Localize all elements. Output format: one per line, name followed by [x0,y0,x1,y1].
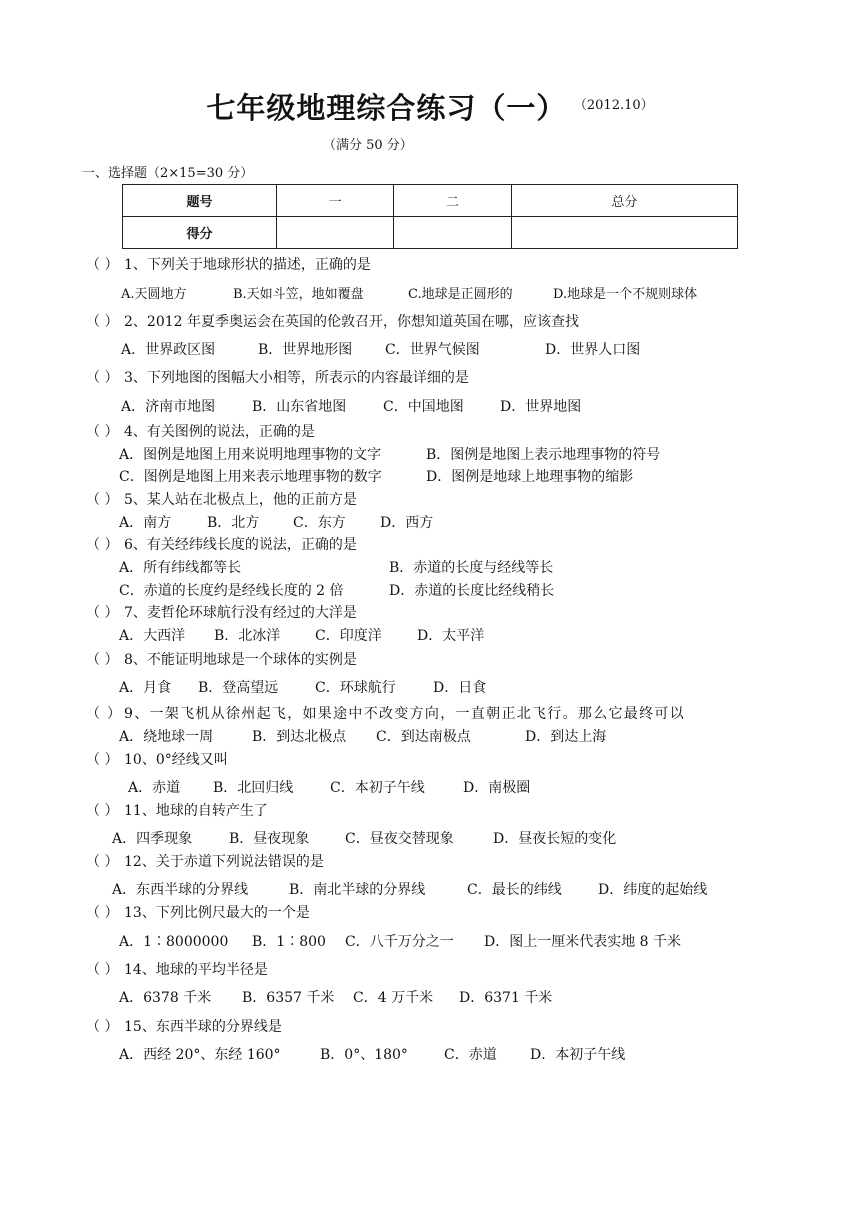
option-c: C．到达南极点 [376,729,471,745]
option-a: A．所有纬线都等长 [119,560,242,576]
question-stem: 3、下列地图的图幅大小相等，所表示的内容最详细的是 [124,370,469,386]
answer-blank[interactable]: （ ） [86,314,119,330]
question-9 [86,703,685,723]
option-a: A．6378 千米 [119,990,212,1006]
full-score-note: （满分 50 分） [323,138,413,153]
answer-blank[interactable]: （ ） [86,706,123,722]
question-15 [86,1016,282,1036]
option-a: A．世界政区图 [121,342,216,358]
option-b: B．北冰洋 [214,628,281,644]
question-12 [86,851,324,871]
question-stem: 11、地球的自转产生了 [124,803,268,819]
option-d: D．世界人口图 [545,342,641,358]
option-d: D．日食 [433,680,487,696]
option-a: A．月食 [119,680,172,696]
option-a: A．西经 20°、东经 160° [119,1047,281,1063]
option-c: C．赤道的长度约是经线长度的 2 倍 [119,583,344,599]
option-d: D．纬度的起始线 [598,882,708,898]
table-cell: 总分 [511,185,737,217]
option-c: C．4 万千米 [353,990,434,1006]
question-3 [86,367,469,387]
question-4 [86,421,315,441]
option-b: B．南北半球的分界线 [289,882,426,898]
section-heading: 一、选择题（2×15=30 分） [82,166,254,181]
option-d: D．到达上海 [525,729,607,745]
option-c: C．昼夜交替现象 [345,831,454,847]
option-a: A.天圆地方 [121,287,187,302]
option-c: C.地球是正圆形的 [408,287,513,302]
question-stem: 5、某人站在北极点上，他的正前方是 [124,492,357,508]
exam-date: （2012.10） [580,98,654,113]
question-stem: 12、关于赤道下列说法错误的是 [124,854,324,870]
option-b: B．到达北极点 [252,729,347,745]
option-d: D．世界地图 [500,399,582,415]
table-cell: 一 [277,185,394,217]
score-table-header-row [123,185,738,217]
option-a: A．东西半球的分界线 [112,882,249,898]
question-1 [86,254,371,274]
option-a: A．绕地球一周 [119,729,214,745]
option-b: B．世界地形图 [258,342,353,358]
option-d: D．图上一厘米代表实地 8 千米 [484,934,682,950]
option-d: D．昼夜长短的变化 [493,831,617,847]
option-b: B．图例是地图上表示地理事物的符号 [426,447,661,463]
question-stem: 9、一架飞机从徐州起飞，如果途中不改变方向，一直朝正北飞行。那么它最终可以 [124,706,686,722]
answer-blank[interactable]: （ ） [86,492,119,508]
option-c: C．八千万分之一 [345,934,454,950]
option-d: D．赤道的长度比经线稍长 [389,583,555,599]
option-a: A．四季现象 [112,831,193,847]
option-d: D.地球是一个不规则球体 [553,287,698,302]
answer-blank[interactable]: （ ） [86,1019,119,1035]
option-a: A．图例是地图上用来说明地理事物的文字 [119,447,382,463]
option-d: D．南极圈 [463,780,531,796]
option-b: B．6357 千米 [242,990,335,1006]
score-input-cell[interactable] [394,217,511,249]
option-c: C．本初子午线 [330,780,425,796]
option-c: C．印度洋 [315,628,382,644]
question-stem: 10、0°经线又叫 [124,752,228,768]
option-b: B．昼夜现象 [229,831,310,847]
option-c: C．赤道 [444,1047,497,1063]
option-a: A．南方 [119,515,172,531]
option-c: C．中国地图 [383,399,464,415]
question-stem: 1、下列关于地球形状的描述，正确的是 [124,257,371,273]
question-stem: 13、下列比例尺最大的一个是 [124,905,310,921]
answer-blank[interactable]: （ ） [86,652,119,668]
option-c: C．最长的纬线 [467,882,562,898]
question-stem: 7、麦哲伦环球航行没有经过的大洋是 [124,605,357,621]
question-stem: 2、2012 年夏季奥运会在英国的伦敦召开，你想知道英国在哪，应该查找 [124,314,579,330]
question-11 [86,800,268,820]
option-b: B．0°、180° [320,1047,408,1063]
answer-blank[interactable]: （ ） [86,257,119,273]
option-a: A．大西洋 [119,628,186,644]
option-d: D．西方 [380,515,434,531]
answer-blank[interactable]: （ ） [86,962,119,978]
table-cell: 二 [394,185,511,217]
option-b: B．北方 [207,515,260,531]
option-b: B.天如斗笠，地如覆盘 [233,287,364,302]
score-table-score-row [123,217,738,249]
page-title: 七年级地理综合练习（一） [206,91,567,125]
question-5 [86,489,357,509]
answer-blank[interactable]: （ ） [86,424,119,440]
question-stem: 4、有关图例的说法，正确的是 [124,424,315,440]
option-d: D．图例是地球上地理事物的缩影 [426,469,634,485]
option-c: C．环球航行 [315,680,396,696]
option-d: D．太平洋 [417,628,485,644]
title-row [0,86,860,127]
option-c: C．东方 [293,515,346,531]
option-b: B．赤道的长度与经线等长 [389,560,554,576]
answer-blank[interactable]: （ ） [86,537,119,553]
option-d: D．本初子午线 [530,1047,626,1063]
option-a: A．济南市地图 [121,399,216,415]
answer-blank[interactable]: （ ） [86,605,119,621]
answer-blank[interactable]: （ ） [86,905,119,921]
question-6 [86,534,357,554]
score-table [122,184,738,249]
option-b: B．登高望远 [198,680,279,696]
table-cell: 题号 [123,185,277,217]
option-d: D．6371 千米 [459,990,553,1006]
answer-blank[interactable]: （ ） [86,854,119,870]
question-2 [86,311,579,331]
option-a: A．1∶8000000 [119,934,229,950]
question-stem: 6、有关经纬线长度的说法，正确的是 [124,537,357,553]
answer-blank[interactable]: （ ） [86,370,119,386]
question-14 [86,959,268,979]
question-stem: 15、东西半球的分界线是 [124,1019,282,1035]
table-cell: 得分 [123,217,277,249]
option-a: A．赤道 [128,780,181,796]
score-input-cell[interactable] [511,217,737,249]
question-stem: 14、地球的平均半径是 [124,962,268,978]
question-10 [86,749,228,769]
question-8 [86,649,357,669]
option-b: B．山东省地图 [252,399,347,415]
question-7 [86,602,357,622]
question-13 [86,902,310,922]
option-c: C．世界气候图 [385,342,480,358]
score-input-cell[interactable] [277,217,394,249]
answer-blank[interactable]: （ ） [86,752,119,768]
option-c: C．图例是地图上用来表示地理事物的数字 [119,469,382,485]
option-b: B．北回归线 [213,780,294,796]
option-b: B．1∶800 [252,934,326,950]
answer-blank[interactable]: （ ） [86,803,119,819]
question-stem: 8、不能证明地球是一个球体的实例是 [124,652,357,668]
